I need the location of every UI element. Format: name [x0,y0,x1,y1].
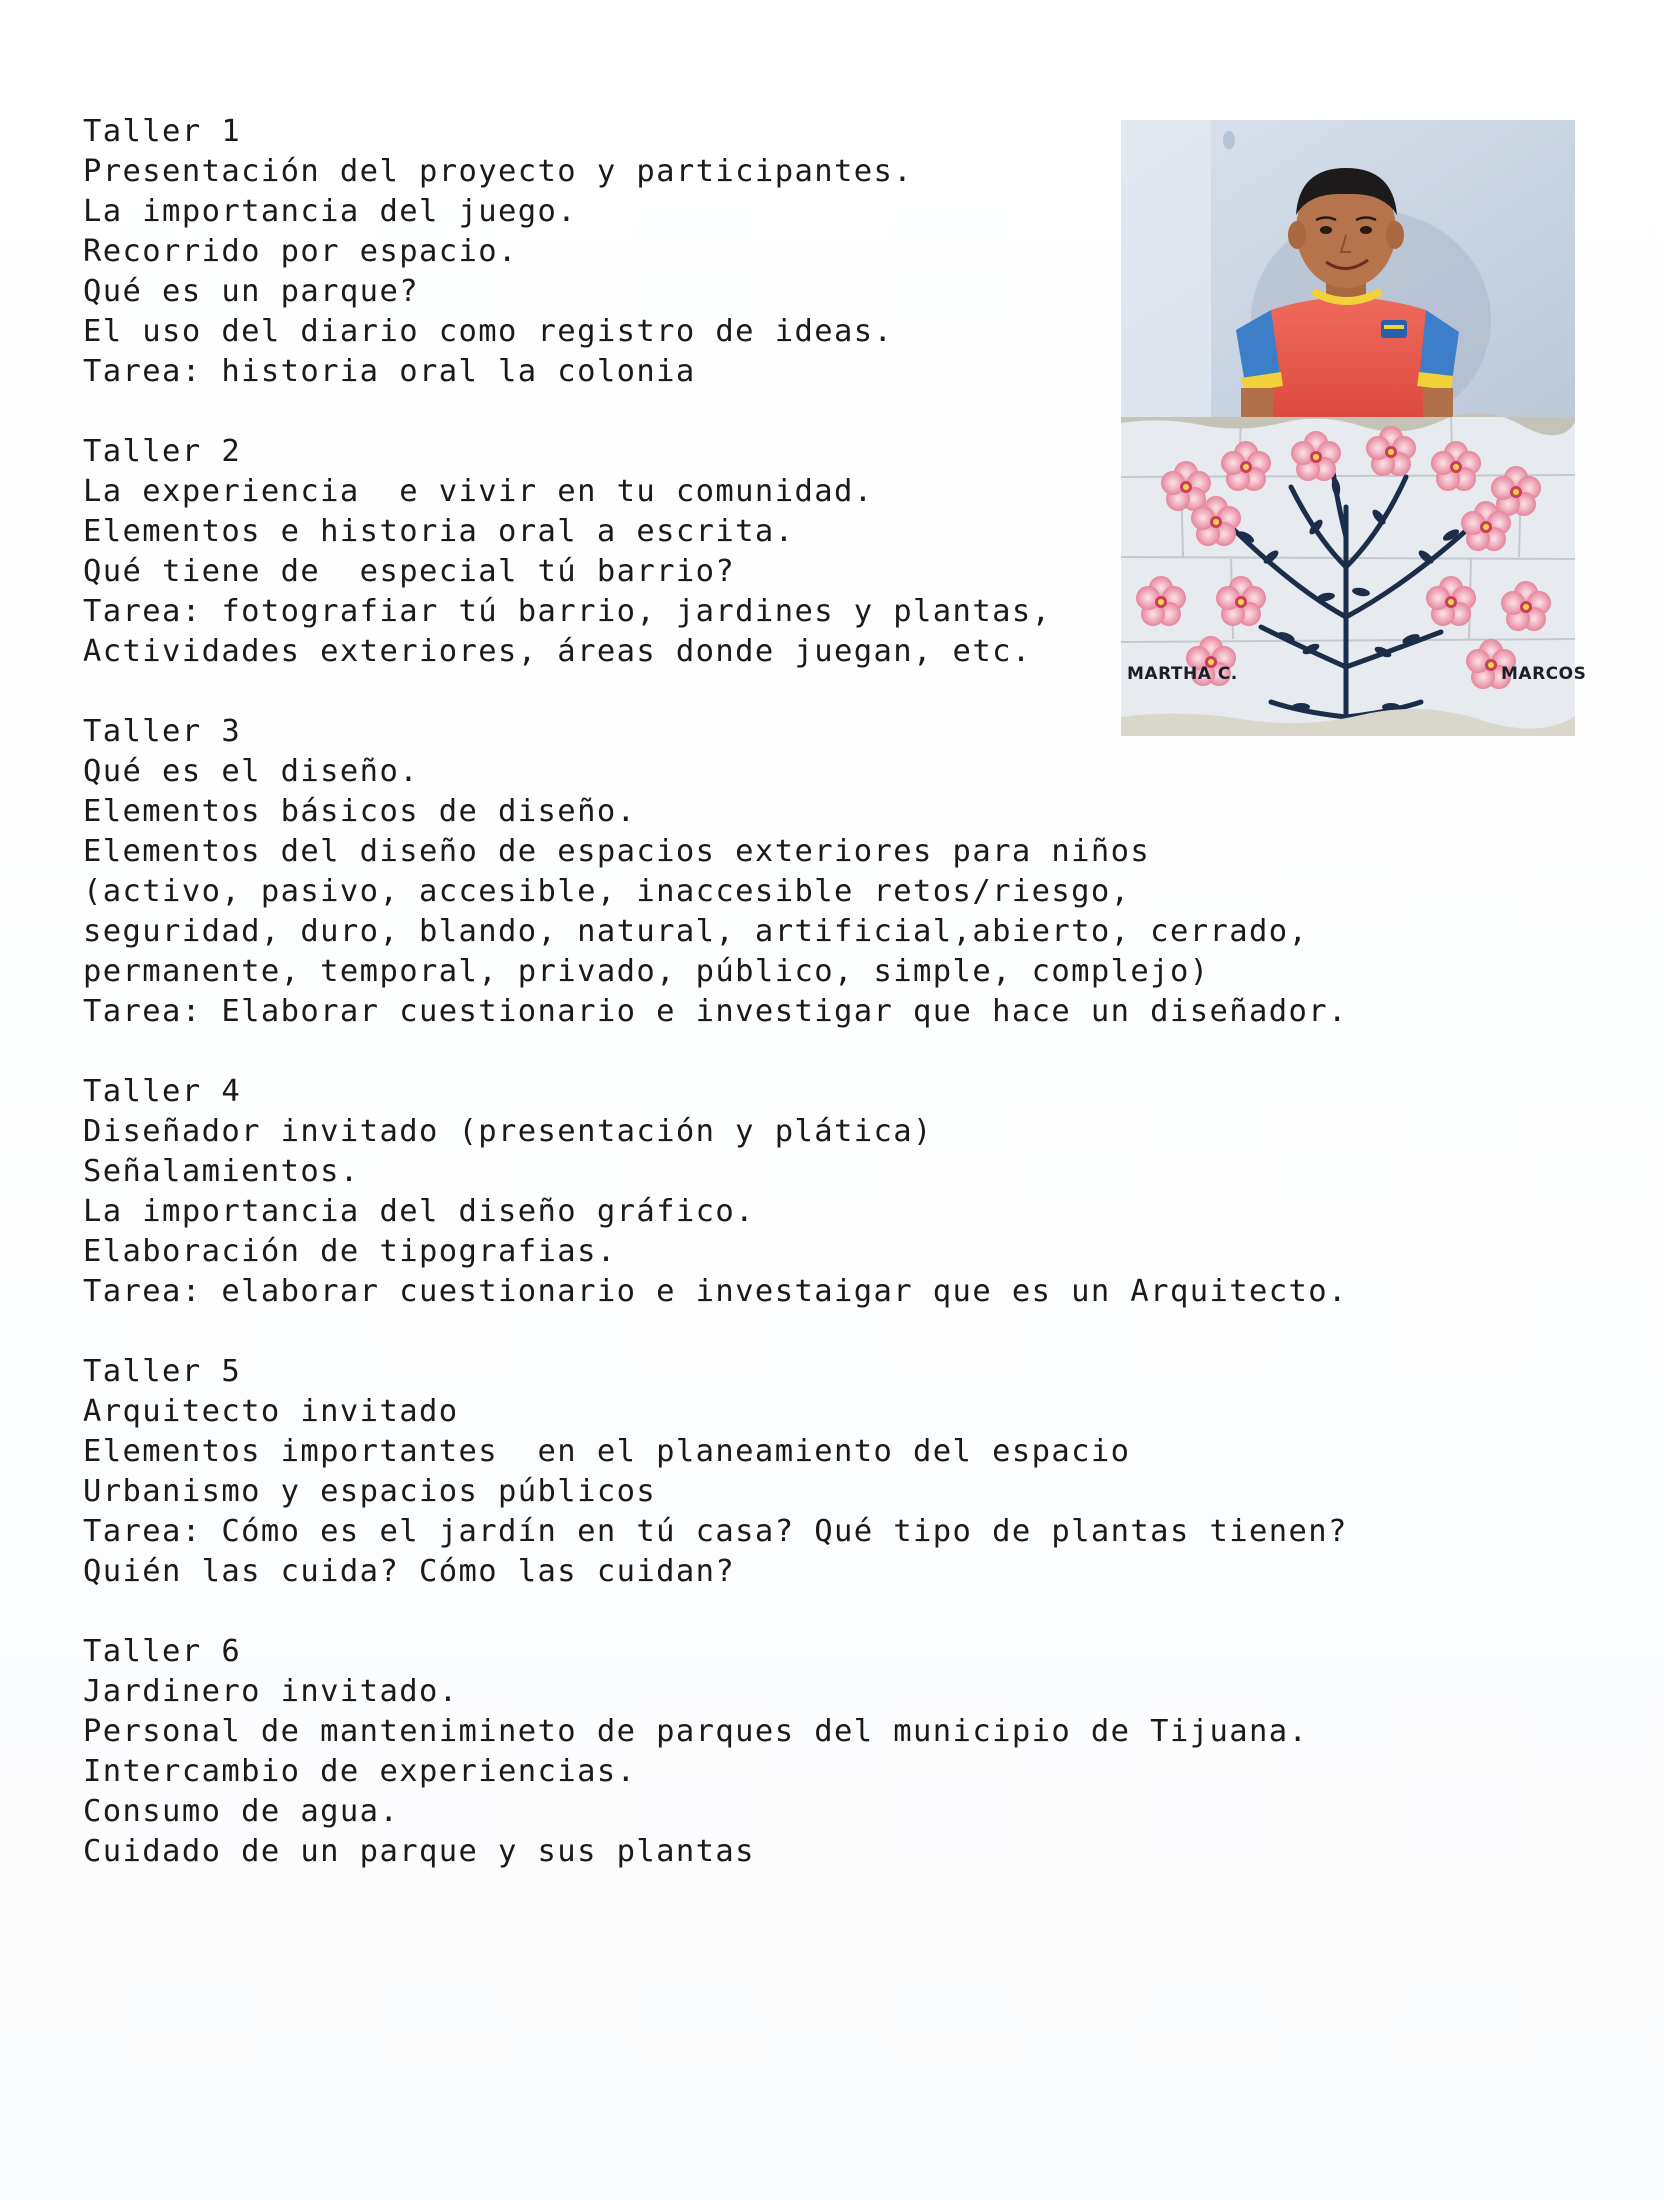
text-line: La importancia del diseño gráfico. [83,1194,755,1229]
text-line: El uso del diario como registro de ideas. [83,314,894,349]
text-line: Qué es un parque? [83,274,419,309]
text-line: Elementos del diseño de espacios exteriores para niños [83,834,1151,869]
mural-caption-right: MARCOS [1501,664,1587,684]
text-line: Elementos básicos de diseño. [83,794,637,829]
text-line: Consumo de agua. [83,1794,400,1829]
text-line: Diseñador invitado (presentación y plática) [83,1114,933,1149]
workshop-title: Taller 1 [83,114,242,149]
text-line: Jardinero invitado. [83,1674,459,1709]
text-line: Tarea: Elaborar cuestionario e investigar que hace un diseñador. [83,994,1348,1029]
mural-caption-left: MARTHA C. [1127,664,1238,684]
text-line: La experiencia e vivir en tu comunidad. [83,474,874,509]
text-line: La importancia del juego. [83,194,578,229]
text-line: Elementos importantes en el planeamiento del espacio [83,1434,1131,1469]
workshop-section-6 [83,1632,1383,1872]
workshop-title: Taller 4 [83,1074,242,1109]
child-illustration [1121,120,1575,417]
workshop-title: Taller 5 [83,1354,242,1389]
workshop-title: Taller 6 [83,1634,242,1669]
text-line: Tarea: Cómo es el jardín en tú casa? Qué tipo de plantas tienen? [83,1514,1348,1549]
text-line: Intercambio de experiencias. [83,1754,637,1789]
text-line: Actividades exteriores, áreas donde juegan, etc. [83,634,1032,669]
text-line: Qué tiene de especial tú barrio? [83,554,736,589]
mural-photo [1121,417,1587,736]
workshop-section-5 [83,1352,1383,1592]
text-line: Urbanismo y espacios públicos [83,1474,657,1509]
text-line: Tarea: elaborar cuestionario e investaigar que es un Arquitecto. [83,1274,1348,1309]
text-line: Qué es el diseño. [83,754,419,789]
photo-stack [1121,120,1587,736]
text-line: Arquitecto invitado [83,1394,459,1429]
workshop-title: Taller 3 [83,714,242,749]
text-line: (activo, pasivo, accesible, inaccesible retos/riesgo, [83,874,1131,909]
flower-mural-illustration [1121,417,1575,736]
text-line: Cuidado de un parque y sus plantas [83,1834,755,1869]
text-line: Tarea: historia oral la colonia [83,354,696,389]
text-line: Elaboración de tipografias. [83,1234,617,1269]
text-line: Elementos e historia oral a escrita. [83,514,795,549]
child-photo [1121,120,1575,417]
text-line: Quién las cuida? Cómo las cuidan? [83,1554,736,1589]
text-line: permanente, temporal, privado, público, simple, complejo) [83,954,1210,989]
text-line: Recorrido por espacio. [83,234,518,269]
text-line: Presentación del proyecto y participantes. [83,154,914,189]
workshop-section-3 [83,712,1383,1032]
workshop-title: Taller 2 [83,434,242,469]
text-line: Personal de mantenimineto de parques del municipio de Tijuana. [83,1714,1309,1749]
text-line: Tarea: fotografiar tú barrio, jardines y plantas, [83,594,1052,629]
workshop-section-4 [83,1072,1383,1312]
text-line: seguridad, duro, blando, natural, artificial,abierto, cerrado, [83,914,1309,949]
text-line: Señalamientos. [83,1154,360,1189]
